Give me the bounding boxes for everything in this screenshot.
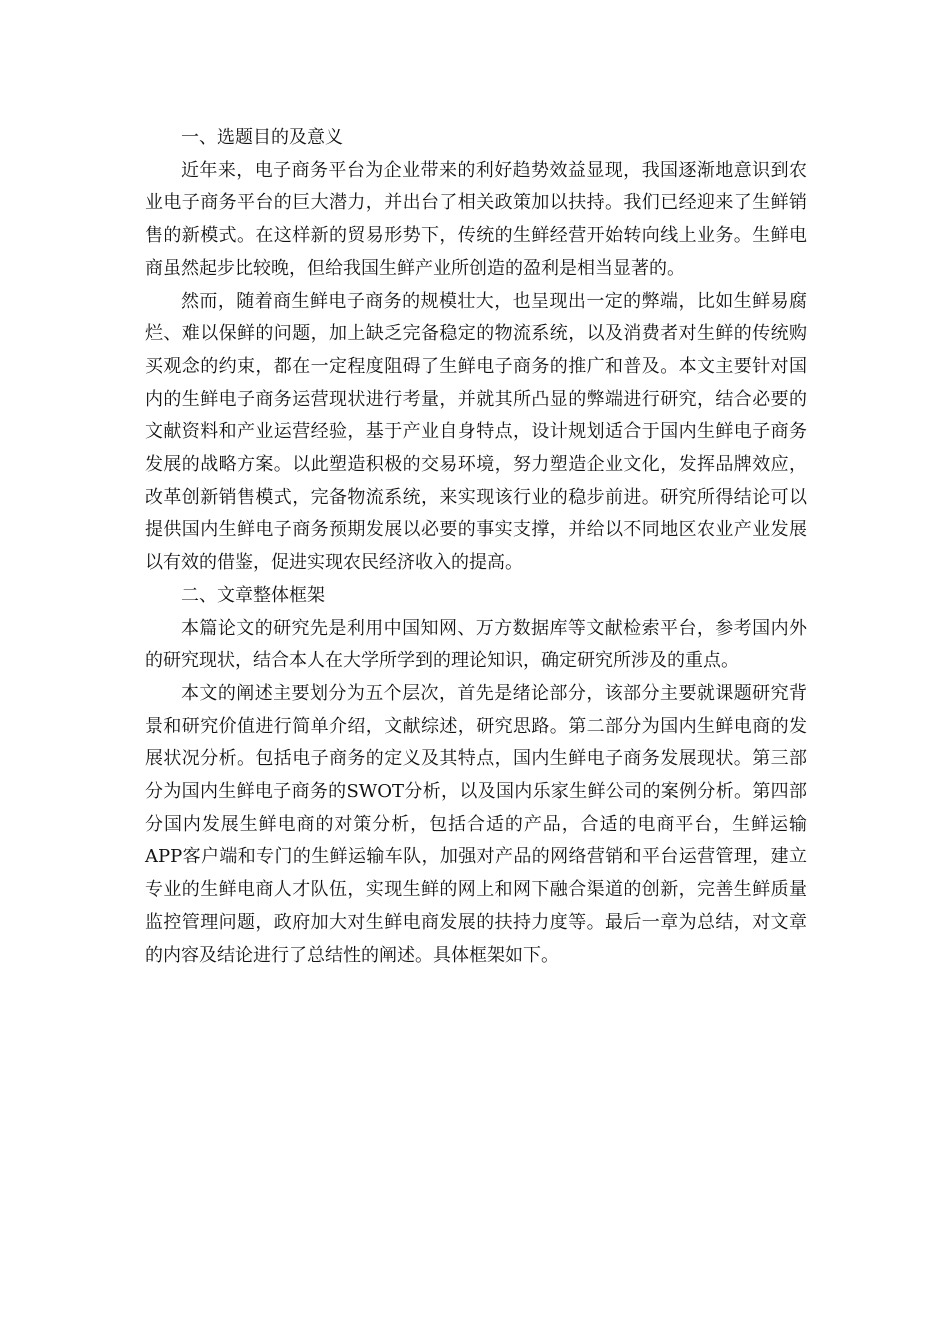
- paragraph-problems: 然而，随着商生鲜电子商务的规模壮大，也呈现出一定的弊端，比如生鲜易腐烂、难以保鲜的问题，加上缺乏完备稳定的物流系统，以及消费者对生鲜的传统购买观念的约束，都在一定程度阻碍了生鲜电子商务的推广和普及。本文主要针对国内的生鲜电子商务运营现状进行考量，并就其所凸显的弊端进行研究，结合必要的文献资料和产业运营经验，基于产业自身特点，设计规划适合于国内生鲜电子商务发展的战略方案。以此塑造积极的交易环境，努力塑造企业文化，发挥品牌效应，改革创新销售模式，完备物流系统，来实现该行业的稳步前进。研究所得结论可以提供国内生鲜电子商务预期发展以必要的事实支撑，并给以不同地区农业产业发展以有效的借鉴，促进实现农民经济收入的提高。: [145, 290, 807, 574]
- paragraph-method: 本篇论文的研究先是利用中国知网、万方数据库等文献检索平台，参考国内外的研究现状，结合本人在大学所学到的理论知识，确定研究所涉及的重点。: [145, 617, 807, 672]
- document-page: [145, 122, 807, 972]
- paragraph-background: 近年来，电子商务平台为企业带来的利好趋势效益显现，我国逐渐地意识到农业电子商务平台的巨大潜力，并出台了相关政策加以扶持。我们已经迎来了生鲜销售的新模式。在这样新的贸易形势下，传统的生鲜经营开始转向线上业务。生鲜电商虽然起步比较晚，但给我国生鲜产业所创造的盈利是相当显著的。: [145, 159, 807, 279]
- section-heading-purpose: 一、选题目的及意义: [181, 127, 343, 148]
- paragraph-structure: 本文的阐述主要划分为五个层次，首先是绪论部分，该部分主要就课题研究背景和研究价值进行简单介绍，文献综述，研究思路。第二部分为国内生鲜电商的发展状况分析。包括电子商务的定义及其特点，国内生鲜电子商务发展现状。第三部分为国内生鲜电子商务的SWOT分析，以及国内乐家生鲜公司的案例分析。第四部分国内发展生鲜电商的对策分析，包括合适的产品，合适的电商平台，生鲜运输APP客户端和专门的生鲜运输车队，加强对产品的网络营销和平台运营管理，建立专业的生鲜电商人才队伍，实现生鲜的网上和网下融合渠道的创新，完善生鲜质量监控管理问题，政府加大对生鲜电商发展的扶持力度等。最后一章为总结，对文章的内容及结论进行了总结性的阐述。具体框架如下。: [145, 682, 807, 966]
- section-heading-framework: 二、文章整体框架: [181, 584, 325, 606]
